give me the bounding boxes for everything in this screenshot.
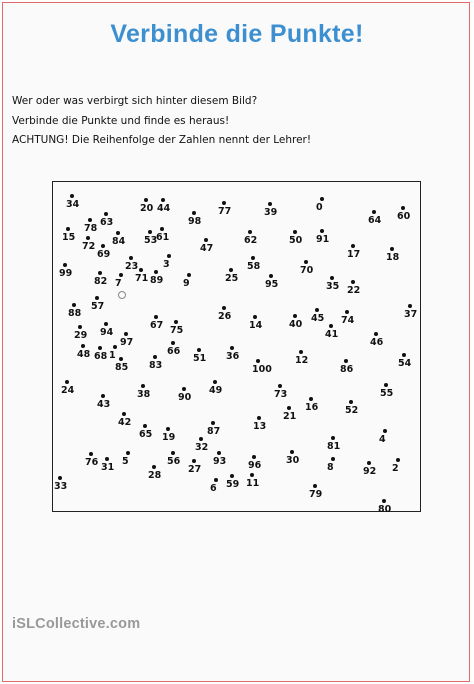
puzzle-dot [148,230,152,234]
puzzle-dot [187,273,191,277]
dot-number-label: 42 [118,417,132,428]
puzzle-dot [116,231,120,235]
dot-number-label: 0 [316,202,323,213]
dot-number-label: 87 [207,426,221,437]
puzzle-dot [256,359,260,363]
puzzle-dot [171,451,175,455]
puzzle-dot [345,310,349,314]
dot-number-label: 4 [379,434,386,445]
dot-number-label: 17 [347,249,361,260]
puzzle-dot [287,406,291,410]
puzzle-dot [154,270,158,274]
dot-number-label: 66 [167,346,181,357]
dot-number-label: 60 [397,211,411,222]
puzzle-dot [401,206,405,210]
puzzle-dot [161,198,165,202]
puzzle-dot [331,457,335,461]
puzzle-dot [70,194,74,198]
dot-number-label: 8 [327,462,334,473]
instruction-line-2: Verbinde die Punkte und finde es heraus! [12,115,230,127]
puzzle-dot [171,341,175,345]
dot-number-label: 78 [84,223,98,234]
puzzle-dot [98,271,102,275]
puzzle-dot [293,230,297,234]
puzzle-dot [129,256,133,260]
dot-number-label: 49 [209,385,223,396]
dot-number-label: 63 [100,217,114,228]
puzzle-dot [408,304,412,308]
puzzle-dot [372,210,376,214]
dot-number-label: 81 [327,441,341,452]
dot-number-label: 64 [368,215,382,226]
dot-number-label: 47 [200,243,214,254]
dot-number-label: 14 [249,320,263,331]
puzzle-dot [383,429,387,433]
puzzle-dot [119,357,123,361]
dot-number-label: 100 [252,364,272,375]
puzzle-dot [269,274,273,278]
dot-number-label: 59 [226,479,240,490]
dot-number-label: 56 [167,456,181,467]
puzzle-dot [174,320,178,324]
dot-number-label: 52 [345,405,359,416]
puzzle-dot [253,315,257,319]
dot-number-label: 32 [195,442,209,453]
puzzle-dot [89,452,93,456]
dot-number-label: 31 [101,462,115,473]
puzzle-dot [230,474,234,478]
dot-number-label: 19 [162,432,176,443]
dot-number-label: 15 [62,232,76,243]
dot-number-label: 38 [137,389,151,400]
dot-number-label: 50 [289,235,303,246]
puzzle-dot [182,387,186,391]
puzzle-dot [390,247,394,251]
footer-watermark: iSLCollective.com [12,616,141,632]
puzzle-dot [119,273,123,277]
puzzle-dot [217,451,221,455]
dot-number-label: 92 [363,466,377,477]
puzzle-dot [86,236,90,240]
puzzle-dot [113,345,117,349]
dot-number-label: 11 [246,478,260,489]
puzzle-dot [160,227,164,231]
puzzle-dot [141,384,145,388]
dot-number-label: 51 [193,353,207,364]
dot-number-label: 44 [157,203,171,214]
dot-number-label: 72 [82,241,96,252]
dot-number-label: 58 [247,261,261,272]
puzzle-dot [349,400,353,404]
dot-number-label: 37 [404,309,418,320]
puzzle-dot [154,315,158,319]
dot-number-label: 23 [125,261,139,272]
dot-number-label: 88 [68,308,82,319]
puzzle-dot [72,303,76,307]
dot-number-label: 39 [264,207,278,218]
puzzle-dot [139,268,143,272]
dot-number-label: 84 [112,236,126,247]
puzzle-dot [88,218,92,222]
dot-number-label: 21 [283,411,297,422]
dot-number-label: 93 [213,456,227,467]
dot-number-label: 90 [178,392,192,403]
puzzle-dot [290,450,294,454]
puzzle-dot [230,346,234,350]
dot-number-label: 40 [289,319,303,330]
dot-number-label: 30 [286,455,300,466]
puzzle-dot [144,198,148,202]
page-title: Verbinde die Punkte! [110,20,364,48]
puzzle-dot [153,355,157,359]
dot-number-label: 77 [218,206,232,217]
puzzle-dot [124,332,128,336]
puzzle-dot [222,201,226,205]
dot-number-label: 62 [244,235,258,246]
dot-number-label: 22 [347,285,361,296]
puzzle-dot [329,324,333,328]
dot-number-label: 29 [74,330,88,341]
dot-number-label: 33 [54,481,68,492]
dot-number-label: 43 [97,399,111,410]
dot-number-label: 76 [85,457,99,468]
dot-number-label: 89 [150,275,164,286]
puzzle-dot [81,344,85,348]
instruction-line-1: Wer oder was verbirgt sich hinter diesem Bild? [12,95,258,107]
dot-number-label: 54 [398,358,412,369]
dot-number-label: 13 [253,421,267,432]
puzzle-dot [197,348,201,352]
dot-number-label: 65 [139,429,153,440]
dot-number-label: 61 [156,232,170,243]
puzzle-dot [351,280,355,284]
dot-number-label: 68 [94,351,108,362]
dot-number-label: 36 [226,351,240,362]
puzzle-dot [101,244,105,248]
puzzle-dot [304,260,308,264]
dot-number-label: 83 [149,360,163,371]
dot-number-label: 34 [66,199,80,210]
puzzle-dot [248,230,252,234]
dot-number-label: 25 [225,273,239,284]
puzzle-dot [315,308,319,312]
dot-number-label: 2 [392,463,399,474]
puzzle-dot [268,202,272,206]
dot-number-label: 12 [295,355,309,366]
dot-number-label: 75 [170,325,184,336]
puzzle-dot [374,332,378,336]
dot-number-label: 24 [61,385,75,396]
dot-number-label: 96 [248,460,262,471]
dot-number-label: 80 [378,504,392,515]
puzzle-dot [320,197,324,201]
puzzle-dot [126,451,130,455]
puzzle-dot [299,350,303,354]
puzzle-dot [95,296,99,300]
dot-number-label: 57 [91,301,105,312]
dot-number-label: 35 [326,281,340,292]
puzzle-dot [331,436,335,440]
puzzle-dot [250,473,254,477]
puzzle-dot [229,268,233,272]
puzzle-dot [101,394,105,398]
dot-number-label: 71 [135,273,149,284]
puzzle-dot [65,380,69,384]
puzzle-dot [78,325,82,329]
puzzle-dot [199,437,203,441]
puzzle-dot [293,314,297,318]
puzzle-dot [204,238,208,242]
dot-number-label: 82 [94,276,108,287]
dot-number-label: 97 [120,337,134,348]
open-circle-marker [118,291,126,299]
instruction-line-3: ACHTUNG! Die Reihenfolge der Zahlen nennt der Lehrer! [12,134,312,146]
puzzle-dot [152,465,156,469]
puzzle-dot [402,353,406,357]
dot-number-label: 85 [115,362,129,373]
dot-number-label: 18 [386,252,400,263]
puzzle-dot [143,424,147,428]
puzzle-dot [330,276,334,280]
puzzle-dot [98,346,102,350]
dot-number-label: 67 [150,320,164,331]
puzzle-dot [382,499,386,503]
puzzle-dot [384,383,388,387]
dot-number-label: 99 [59,268,73,279]
dot-number-label: 41 [325,329,339,340]
dot-number-label: 6 [210,483,217,494]
dot-number-label: 20 [140,203,154,214]
dot-number-label: 86 [340,364,354,375]
puzzle-dot [351,244,355,248]
dot-number-label: 28 [148,470,162,481]
puzzle-dot [278,384,282,388]
puzzle-dot [344,359,348,363]
dot-number-label: 94 [100,327,114,338]
puzzle-dot [211,421,215,425]
dot-number-label: 95 [265,279,279,290]
dot-number-label: 98 [188,216,202,227]
dot-number-label: 45 [311,313,325,324]
dot-number-label: 16 [305,402,319,413]
puzzle-dot [309,397,313,401]
puzzle-dot [222,306,226,310]
puzzle-dot [252,455,256,459]
dot-number-label: 74 [341,315,355,326]
puzzle-dot [251,256,255,260]
dot-number-label: 79 [309,489,323,500]
puzzle-dot [105,457,109,461]
puzzle-dot [104,212,108,216]
dot-number-label: 73 [274,389,288,400]
puzzle-dot [313,484,317,488]
dot-number-label: 69 [97,249,111,260]
puzzle-dot [396,458,400,462]
puzzle-dot [257,416,261,420]
dot-number-label: 9 [183,278,190,289]
puzzle-dot [122,412,126,416]
puzzle-dot [167,254,171,258]
puzzle-dot [214,478,218,482]
puzzle-dot [166,427,170,431]
dot-number-label: 27 [188,464,202,475]
dot-number-label: 5 [122,456,129,467]
dot-number-label: 70 [300,265,314,276]
dot-number-label: 48 [77,349,91,360]
puzzle-dot [213,380,217,384]
dot-number-label: 7 [115,278,122,289]
dot-number-label: 46 [370,337,384,348]
puzzle-dot [63,263,67,267]
puzzle-dot [104,322,108,326]
puzzle-dot [192,211,196,215]
dot-number-label: 53 [144,235,158,246]
dot-number-label: 91 [316,234,330,245]
puzzle-dot [192,459,196,463]
dot-number-label: 1 [109,350,116,361]
dot-number-label: 55 [380,388,394,399]
puzzle-dot [58,476,62,480]
puzzle-dot [320,229,324,233]
puzzle-dot [66,227,70,231]
puzzle-dot [367,461,371,465]
dot-number-label: 26 [218,311,232,322]
dot-number-label: 3 [163,259,170,270]
